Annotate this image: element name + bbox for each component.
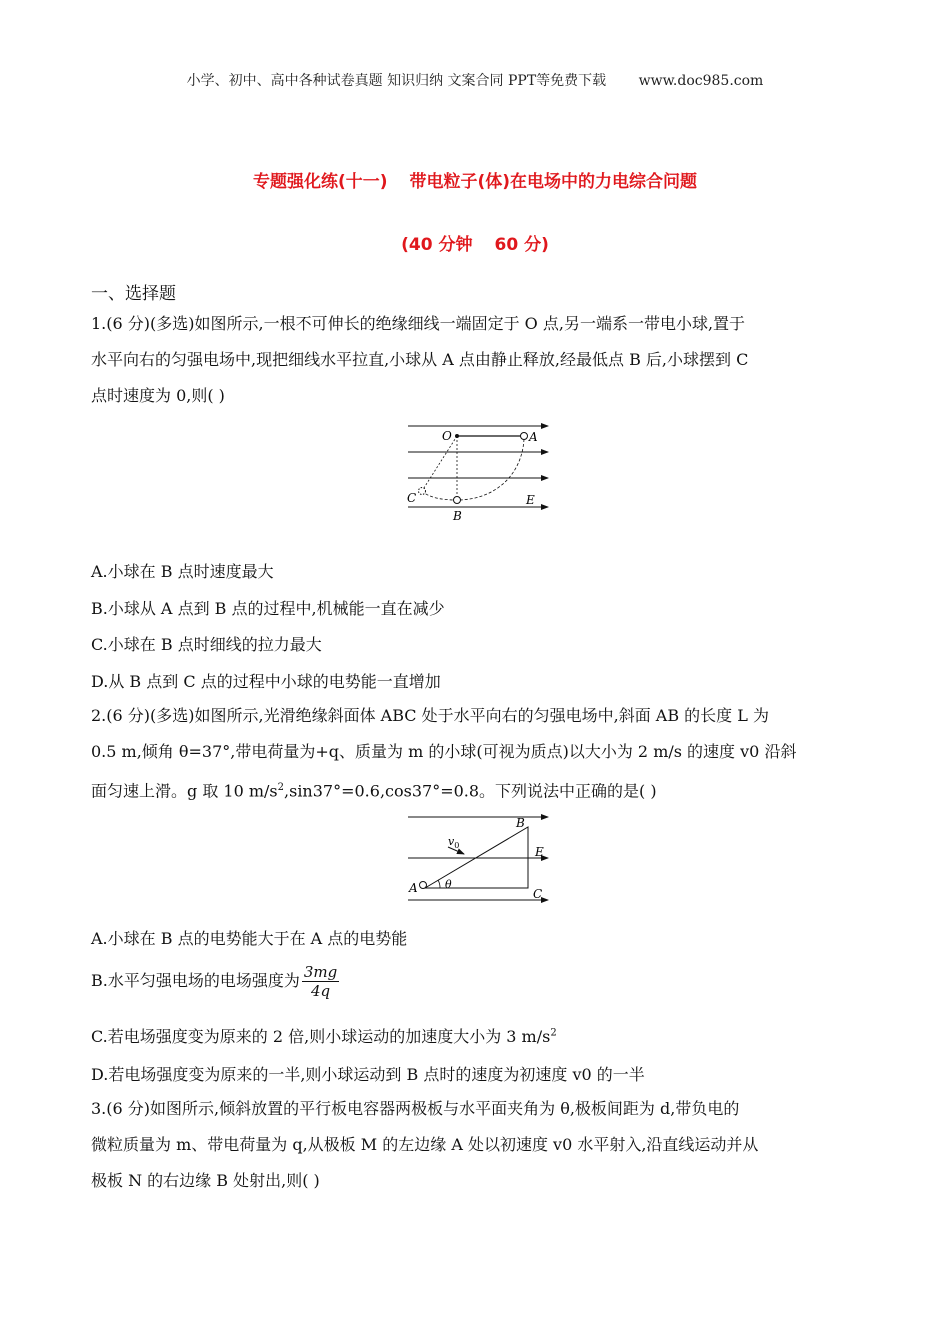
- label-v0: $v_0$: [448, 835, 460, 850]
- q3-line1: 3.(6 分)如图所示,倾斜放置的平行板电容器两极板与水平面夹角为 θ,极板间距为 d,带负电的: [91, 1099, 740, 1118]
- angle-arc: [438, 880, 440, 888]
- label-o: O: [442, 429, 452, 443]
- label-theta: θ: [445, 878, 452, 891]
- ball: [420, 882, 427, 889]
- q1-line3: 点时速度为 0,则( ): [91, 386, 225, 405]
- q2-option-b-prefix: B.水平匀强电场的电场强度为: [91, 971, 300, 990]
- label-c: C: [407, 491, 417, 505]
- q2-option-b[interactable]: [91, 963, 339, 1000]
- ball-at-b: [454, 497, 461, 504]
- page-title: [0, 167, 950, 192]
- ball-at-c: [419, 488, 426, 495]
- fraction-numerator: 3mg: [303, 963, 338, 981]
- q2-line3-b: ,sin37°=0.6,cos37°=0.8。下列说法中正确的是( ): [284, 781, 657, 801]
- label-b: B: [453, 509, 462, 523]
- q2-option-d[interactable]: D.若电场强度变为原来的一半,则小球运动到 B 点时的速度为初速度 v0 的一半: [91, 1065, 645, 1084]
- q1-option-c[interactable]: C.小球在 B 点时细线的拉力最大: [91, 635, 322, 654]
- page-subtitle: [0, 230, 950, 255]
- q1-option-d[interactable]: D.从 B 点到 C 点的过程中小球的电势能一直增加: [91, 672, 441, 691]
- q1-line2: 水平向右的匀强电场中,现把细线水平拉直,小球从 A 点由静止释放,经最低点 B 后,小球摆到 C: [91, 350, 749, 369]
- q2-line3-a: 面匀速上滑。g 取 10 m/s: [91, 781, 278, 801]
- label-e: E: [535, 845, 544, 859]
- ball-at-a: [521, 433, 528, 440]
- question-2-stem: [91, 698, 861, 809]
- subtitle-score: 60 分): [494, 235, 549, 255]
- page-header: [0, 70, 950, 90]
- title-part2: 带电粒子(体)在电场中的力电综合问题: [409, 172, 698, 192]
- fraction-denominator: 4q: [310, 982, 331, 1000]
- q1-option-b[interactable]: B.小球从 A 点到 B 点的过程中,机械能一直在减少: [91, 599, 445, 618]
- question-2-figure: [400, 812, 560, 907]
- q2-line2: 0.5 m,倾角 θ=37°,带电荷量为+q、质量为 m 的小球(可视为质点)以大小为 2 m/s 的速度 v0 沿斜: [91, 742, 797, 761]
- q2-option-c[interactable]: [91, 1024, 557, 1047]
- fraction: [302, 963, 339, 1000]
- question-1-figure: [400, 420, 560, 525]
- section-heading: 一、选择题: [91, 284, 176, 304]
- header-url[interactable]: www.doc985.com: [638, 73, 764, 89]
- q2-option-c-text: C.若电场强度变为原来的 2 倍,则小球运动的加速度大小为 3 m/s: [91, 1027, 551, 1046]
- question-3-stem: [91, 1091, 861, 1199]
- label-b: B: [516, 816, 525, 830]
- label-a: A: [409, 881, 418, 895]
- label-a: A: [529, 430, 538, 444]
- question-1-stem: [91, 306, 861, 414]
- title-part1: 专题强化练(十一): [252, 172, 388, 192]
- q2-line1: 2.(6 分)(多选)如图所示,光滑绝缘斜面体 ABC 处于水平向右的匀强电场中,斜面 AB 的长度 L 为: [91, 706, 769, 725]
- q2-option-c-sup: 2: [550, 1027, 557, 1039]
- subtitle-time: (40 分钟: [401, 235, 473, 255]
- swing-path: [422, 439, 524, 500]
- q3-line3: 极板 N 的右边缘 B 处射出,则( ): [91, 1171, 320, 1190]
- q2-option-a[interactable]: A.小球在 B 点的电势能大于在 A 点的电势能: [91, 929, 408, 948]
- label-c: C: [533, 887, 543, 901]
- thread-to-c: [422, 436, 457, 491]
- q2-line3: [91, 770, 861, 809]
- q3-line2: 微粒质量为 m、带电荷量为 q,从极板 M 的左边缘 A 处以初速度 v0 水平射入,沿直线运动并从: [91, 1135, 759, 1154]
- q1-option-a[interactable]: A.小球在 B 点时速度最大: [91, 562, 274, 581]
- header-text: 小学、初中、高中各种试卷真题 知识归纳 文案合同 PPT等免费下载: [186, 73, 607, 89]
- q2-line3-sup: 2: [277, 782, 285, 793]
- label-e: E: [526, 493, 535, 507]
- q1-line1: 1.(6 分)(多选)如图所示,一根不可伸长的绝缘细线一端固定于 O 点,另一端系一带电小球,置于: [91, 314, 746, 333]
